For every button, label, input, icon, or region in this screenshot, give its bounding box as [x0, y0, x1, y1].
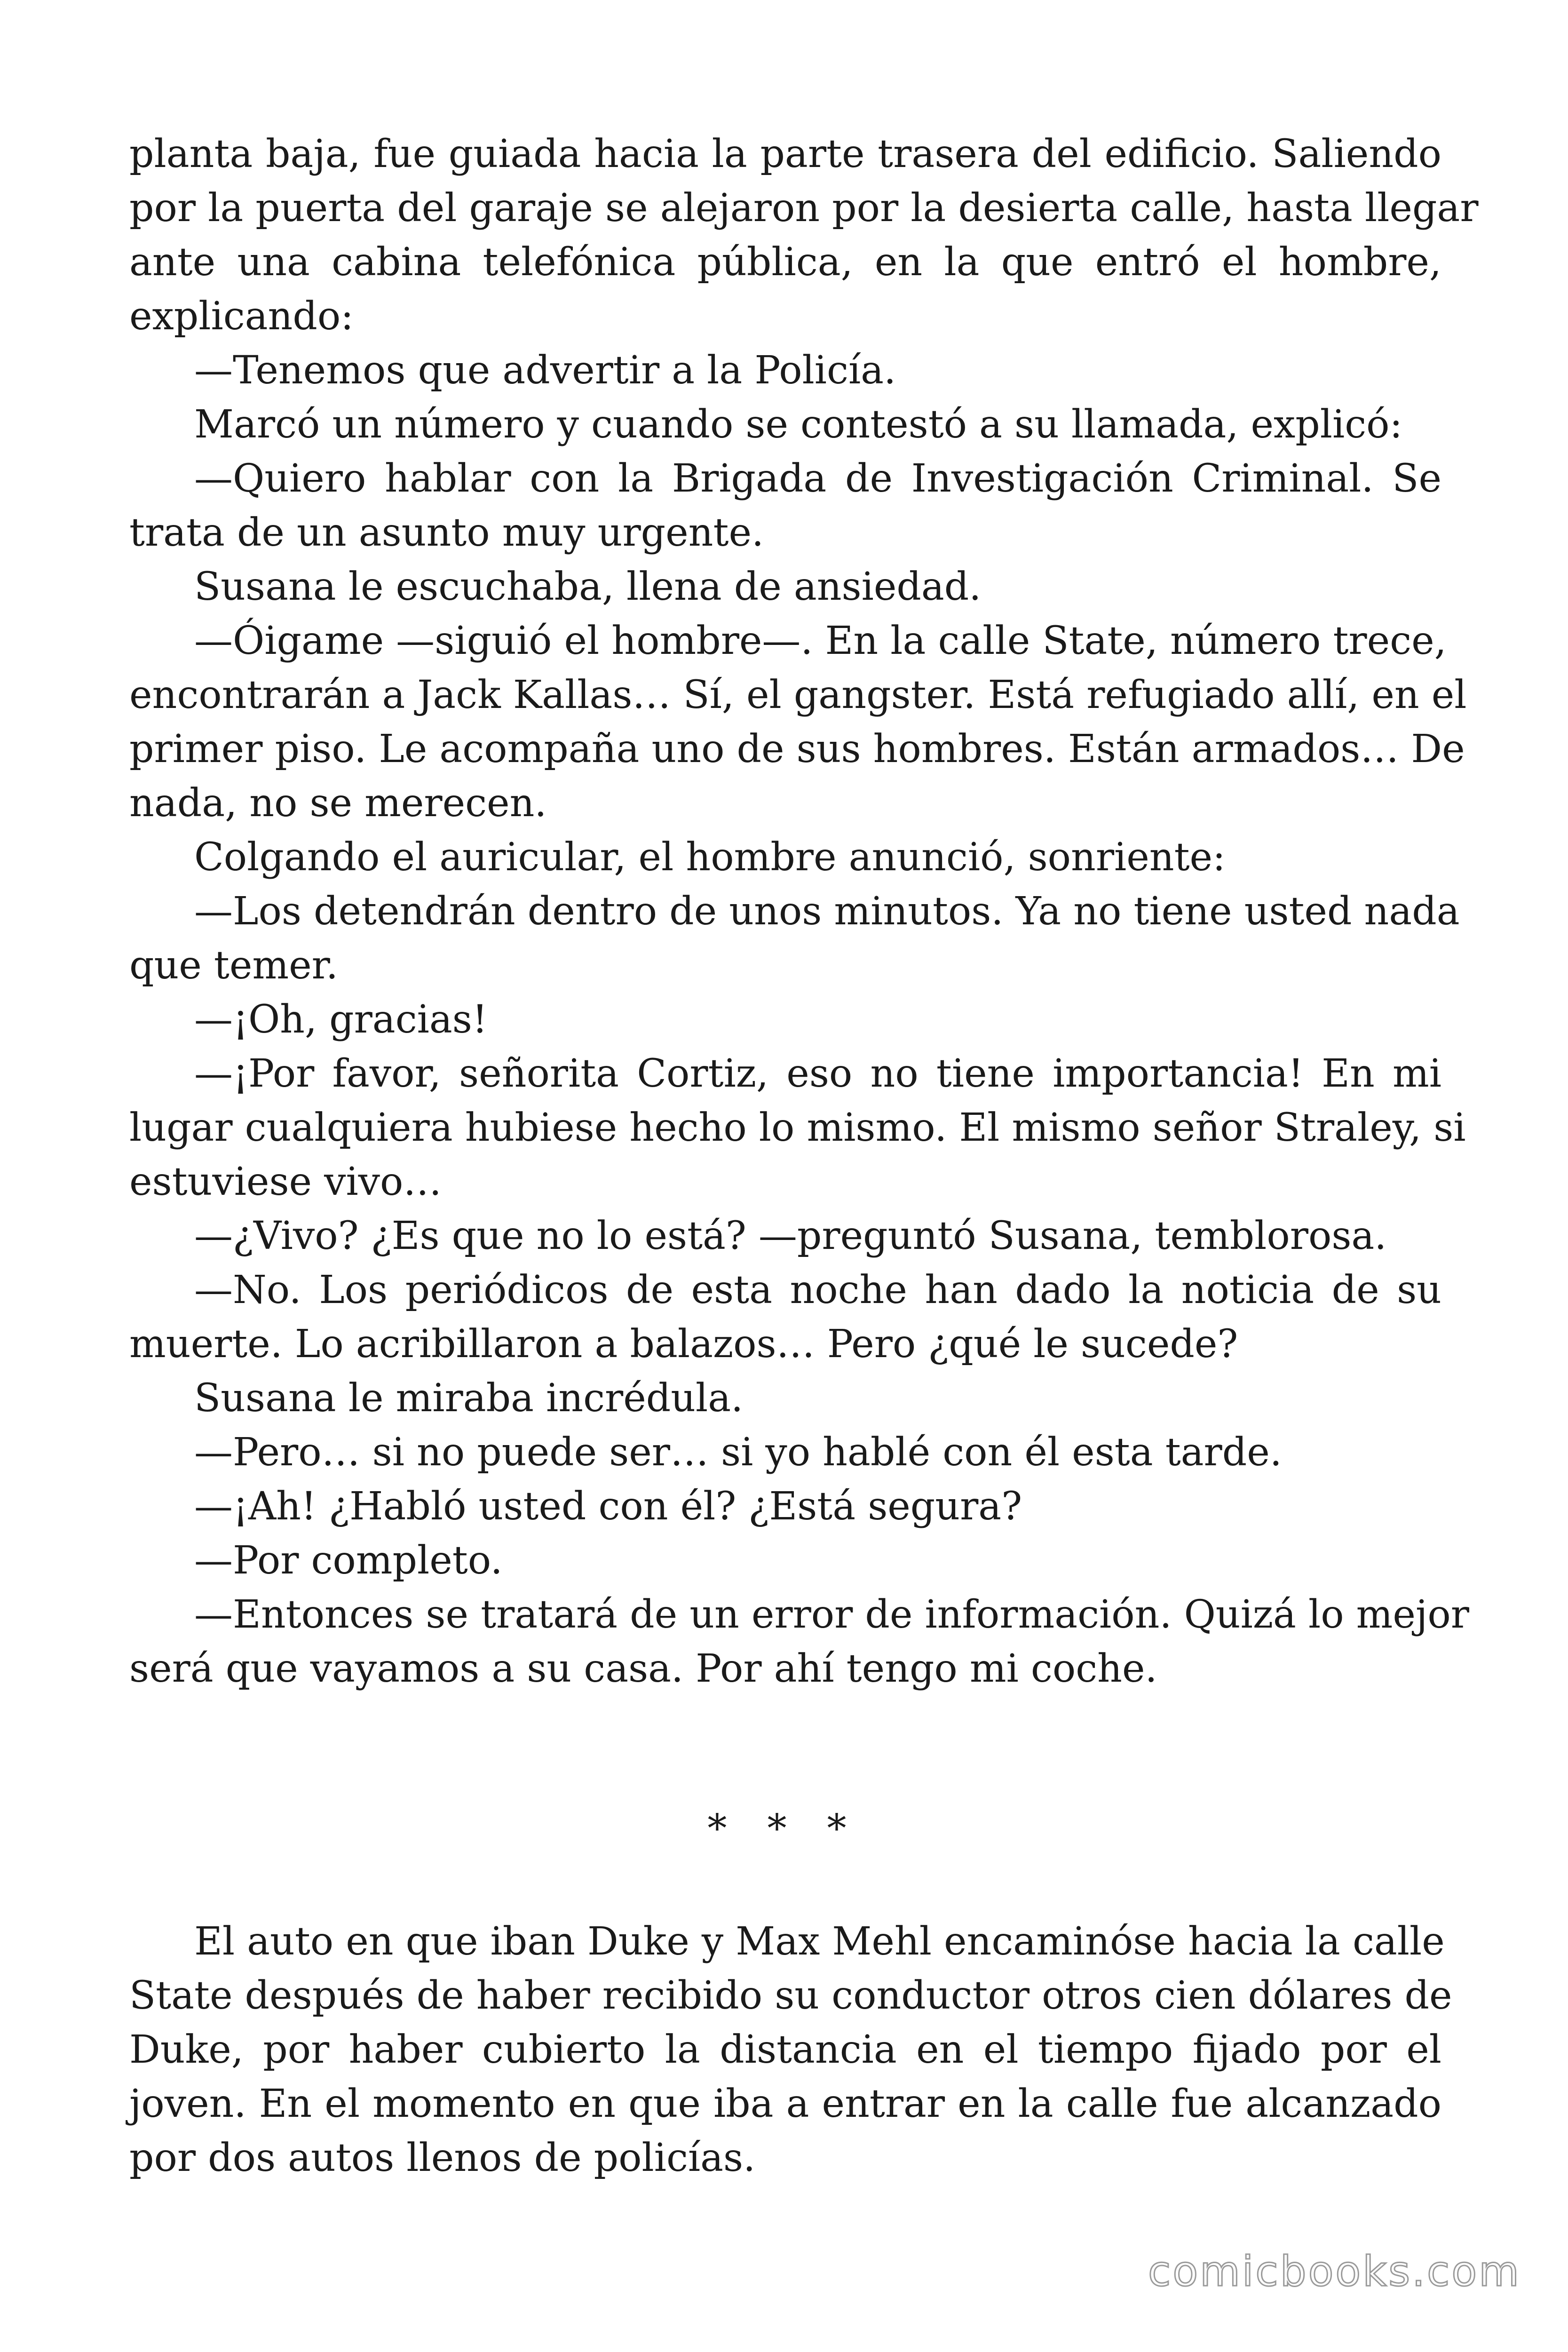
section-separator: * * *	[707, 1806, 861, 1851]
text-line: joven. En el momento en que iba a entrar en la calle fue alcanzado	[129, 2082, 1441, 2126]
text-line: —Por completo.	[194, 1538, 503, 1583]
text-line: por dos autos llenos de policías.	[129, 2136, 756, 2180]
text-line: El auto en que iban Duke y Max Mehl encaminóse hacia la calle	[194, 1919, 1445, 1964]
text-line: lugar cualquiera hubiese hecho lo mismo. El mismo señor Straley, si	[129, 1105, 1466, 1150]
text-line: por la puerta del garaje se alejaron por la desierta calle, hasta llegar	[129, 186, 1479, 230]
text-line: —Quiero hablar con la Brigada de Investigación Criminal. Se	[194, 456, 1441, 501]
text-line: muerte. Lo acribillaron a balazos… Pero ¿qué le sucede?	[129, 1322, 1238, 1367]
text-line: trata de un asunto muy urgente.	[129, 510, 764, 555]
text-line: State después de haber recibido su conductor otros cien dólares de	[129, 1973, 1452, 2018]
text-line: nada, no se merecen.	[129, 781, 547, 826]
text-line: —Tenemos que advertir a la Policía.	[194, 348, 896, 393]
text-line: será que vayamos a su casa. Por ahí tengo mi coche.	[129, 1646, 1157, 1691]
text-line: Duke, por haber cubierto la distancia en el tiempo fijado por el	[129, 2027, 1441, 2072]
text-line: Marcó un número y cuando se contestó a su llamada, explicó:	[194, 402, 1403, 447]
text-line: Colgando el auricular, el hombre anunció, sonriente:	[194, 835, 1226, 880]
text-line: —¡Por favor, señorita Cortiz, eso no tiene importancia! En mi	[194, 1051, 1441, 1096]
text-line: —¡Oh, gracias!	[194, 997, 488, 1042]
text-line: —Los detendrán dentro de unos minutos. Ya no tiene usted nada	[194, 889, 1460, 934]
text-line: —¿Vivo? ¿Es que no lo está? —preguntó Susana, temblorosa.	[194, 1214, 1387, 1258]
text-line: —Óigame —siguió el hombre—. En la calle State, número trece,	[194, 619, 1447, 663]
text-block-1	[129, 127, 1479, 1696]
text-line: encontrarán a Jack Kallas… Sí, el gangster. Está refugiado allí, en el	[129, 673, 1467, 717]
text-line: —¡Ah! ¿Habló usted con él? ¿Está segura?	[194, 1484, 1022, 1529]
text-line: primer piso. Le acompaña uno de sus hombres. Están armados… De	[129, 727, 1465, 771]
text-line: —Pero… si no puede ser… si yo hablé con él esta tarde.	[194, 1430, 1282, 1475]
text-line: —No. Los periódicos de esta noche han dado la noticia de su	[194, 1268, 1441, 1312]
text-line: Susana le escuchaba, llena de ansiedad.	[194, 564, 982, 609]
text-line: estuviese vivo…	[129, 1160, 442, 1204]
text-line: que temer.	[129, 943, 338, 988]
text-block-2	[129, 1915, 1452, 2185]
watermark-logo: comicbooks.com	[1148, 2247, 1521, 2296]
text-line: —Entonces se tratará de un error de información. Quizá lo mejor	[194, 1592, 1469, 1637]
text-line: explicando:	[129, 294, 354, 339]
text-line: ante una cabina telefónica pública, en la que entró el hombre,	[129, 240, 1441, 285]
text-line: planta baja, fue guiada hacia la parte trasera del edificio. Saliendo	[129, 132, 1441, 176]
text-line: Susana le miraba incrédula.	[194, 1376, 744, 1421]
